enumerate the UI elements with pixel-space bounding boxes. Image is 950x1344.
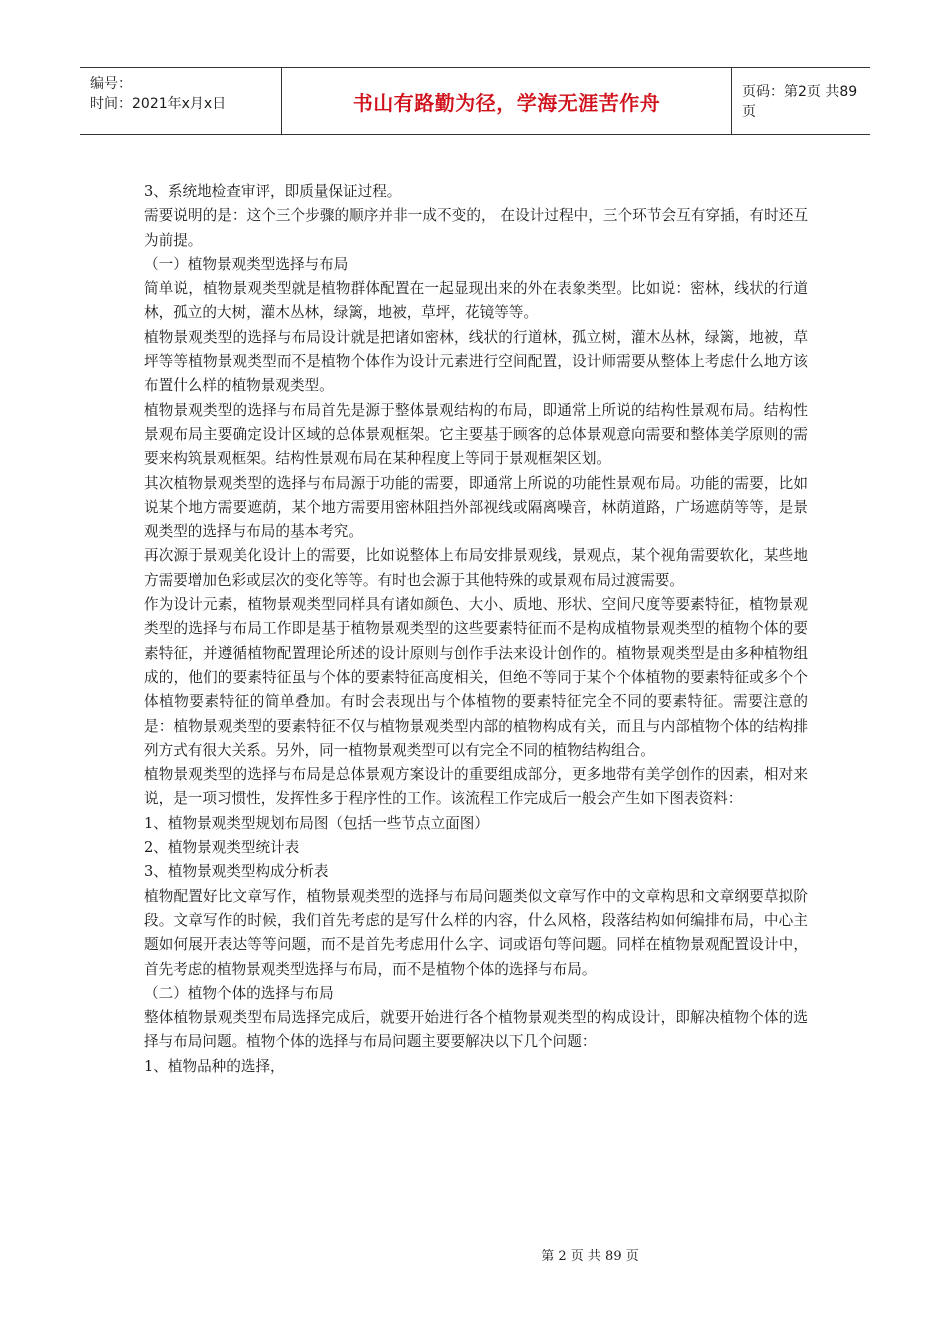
paragraph: 植物景观类型的选择与布局首先是源于整体景观结构的布局，即通常上所说的结构性景观布局。结构性景观布局主要确定设计区域的总体景观框架。它主要基于顾客的总体景观意向需要和整体美学原则的需要来构筑景观框架。结构性景观布局在某种程度上等同于景观框架区划。 (144, 401, 808, 468)
list-item: 1、植物品种的选择， (144, 1057, 285, 1075)
list-item: 3、植物景观类型构成分析表 (144, 863, 329, 881)
paragraph: 简单说，植物景观类型就是植物群体配置在一起显现出来的外在表象类型。比如说：密林，线状的行道林，孤立的大树，灌木丛林，绿篱，地被，草坪，花镜等等。 (144, 280, 808, 322)
paragraph: 3、系统地检查审评，即质量保证过程。 (144, 183, 402, 200)
paragraph: 植物景观类型的选择与布局是总体景观方案设计的重要组成部分，更多地带有美学创作的因素，相对来说，是一项习惯性，发挥性多于程序性的工作。该流程工作完成后一般会产生如下图表资料： (144, 766, 808, 808)
header-meta (80, 68, 282, 134)
section-heading: （一）植物景观类型选择与布局 (144, 255, 349, 273)
header-motto: 书山有路勤为径，学海无涯苦作舟 (282, 68, 732, 134)
page-footer: 第 2 页 共 89 页 (541, 1249, 639, 1264)
document-date: 时间：2021年x月x日 (90, 96, 227, 112)
section-heading: （二）植物个体的选择与布局 (144, 984, 334, 1002)
header-page-info: 页码：第2页 共89页 (742, 84, 858, 120)
list-item: 1、植物景观类型规划布局图（包括一些节点立面图） (144, 814, 489, 832)
paragraph: 再次源于景观美化设计上的需要，比如说整体上布局安排景观线，景观点，某个视角需要软化，某些地方需要增加色彩或层次的变化等等。有时也会源于其他特殊的或景观布局过渡需要。 (144, 547, 808, 589)
paragraph: 整体植物景观类型布局选择完成后，就要开始进行各个植物景观类型的构成设计，即解决植物个体的选择与布局问题。植物个体的选择与布局问题主要要解决以下几个问题： (144, 1009, 808, 1051)
document-body (144, 180, 808, 1079)
header-table (80, 67, 870, 135)
paragraph: 作为设计元素，植物景观类型同样具有诸如颜色、大小、质地、形状、空间尺度等要素特征，植物景观类型的选择与布局工作即是基于植物景观类型的这些要素特征而不是构成植物景观类型的植物个体的要素特征，并遵循植物配置理论所述的设计原则与创作手法来设计创作的。植物景观类型是由多种植物组成的，他们的要素特征虽与个体的要素特征高度相关，但绝不等同于某个个体植物的要素特征或多个个体植物要素特征的简单叠加。有时会表现出与个体植物的要素特征完全不同的要素特征。需要注意的是：植物景观类型的要素特征不仅与植物景观类型内部的植物构成有关，而且与内部植物个体的结构排列方式有很大关系。另外，同一植物景观类型可以有完全不同的植物结构组合。 (144, 596, 808, 759)
list-item: 2、植物景观类型统计表 (144, 839, 300, 857)
document-number-label: 编号： (90, 76, 132, 92)
paragraph: 需要说明的是：这个三个步骤的顺序并非一成不变的， 在设计过程中，三个环节会互有穿插，有时还互为前提。 (144, 207, 808, 249)
paragraph: 植物景观类型的选择与布局设计就是把诸如密林，线状的行道林，孤立树，灌木丛林，绿篱，地被，草坪等等植物景观类型而不是植物个体作为设计元素进行空间配置，设计师需要从整体上考虑什么地方该布置什么样的植物景观类型。 (144, 328, 808, 395)
paragraph: 植物配置好比文章写作，植物景观类型的选择与布局问题类似文章写作中的文章构思和文章纲要草拟阶段。文章写作的时候，我们首先考虑的是写什么样的内容，什么风格，段落结构如何编排布局，中心主题如何展开表达等等问题，而不是首先考虑用什么字、词或语句等问题。同样在植物景观配置设计中，首先考虑的植物景观类型选择与布局，而不是植物个体的选择与布局。 (144, 887, 808, 978)
paragraph: 其次植物景观类型的选择与布局源于功能的需要，即通常上所说的功能性景观布局。功能的需要，比如说某个地方需要遮荫，某个地方需要用密林阻挡外部视线或隔离噪音，林荫道路，广场遮荫等等，是景观类型的选择与布局的基本考究。 (144, 474, 808, 541)
